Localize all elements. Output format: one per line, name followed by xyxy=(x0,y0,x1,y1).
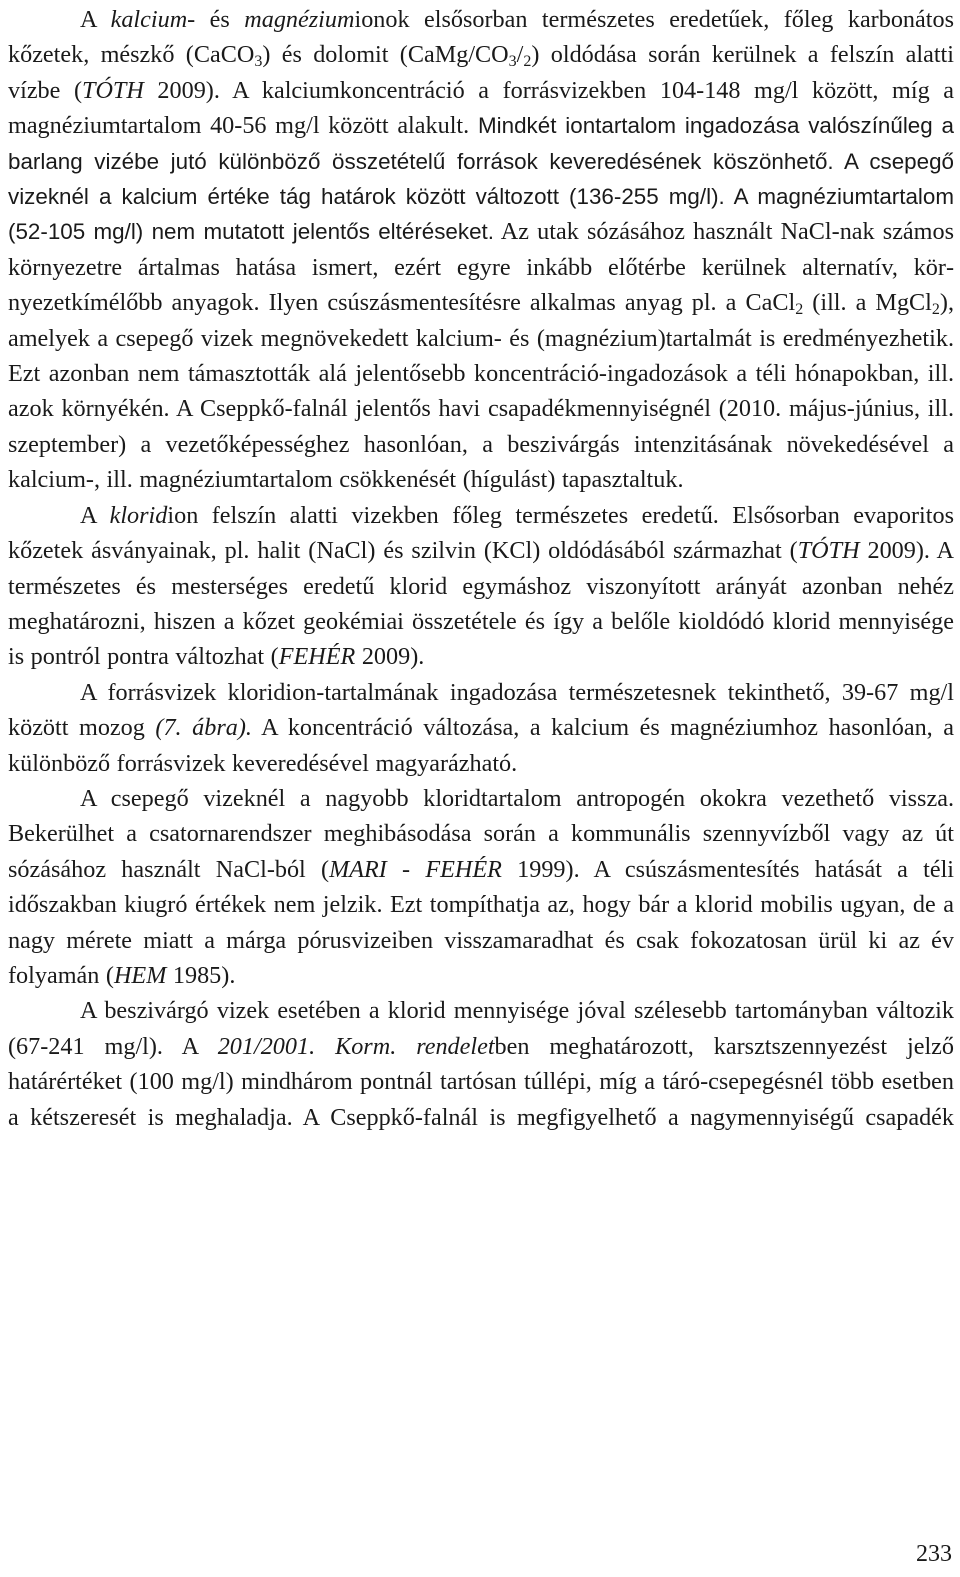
text-run: ionok elsősorban természetes eredetűek, főleg karbonátos kőzetek, mészkő (CaCO xyxy=(8,6,954,69)
paragraph-chloride-origin xyxy=(8,498,954,675)
text-run: / xyxy=(516,41,524,69)
citation-author: FEHÉR xyxy=(278,643,356,671)
text-run: (ill. a MgCl xyxy=(803,289,932,317)
citation-author: HEM xyxy=(113,961,167,989)
figure-reference: (7. ábra). xyxy=(155,714,252,742)
text-run: A csepegő vizeknél a nagyobb kloridtartalom antropogén okokra vezethető vissza. Bekerülhet a csatornarendszer meghibásodása során a kommunális szennyvízből vagy az út sózásához használt NaCl-ból ( xyxy=(8,784,954,883)
text-run: ), amelyek a csepegő vizek megnövekedett kalcium- és (magnézium)tartalmát is eredményezhetik. Ezt azonban nem támasztották alá jelentősebb koncentráció-ingadozások a téli hónapokban, ill. azok környékén. A Cseppkő-falnál jelentős havi csapadékmennyiségnél (2010. május-június, ill. szeptember) a vezetőképességhez hasonlóan, a beszivárgás intenzitásának növekedésével a kalcium-, ill. magnéziumtartalom csökkenését (hígulást) tapasztaltuk. xyxy=(8,289,954,494)
text-run: 2009). xyxy=(355,643,425,671)
text-run: 2009). A kalciumkoncentráció a forrásvizekben 104-148 mg/l között, míg a magnéziumtartalom 40-56 mg/l között alakult. xyxy=(8,76,954,140)
text-run: ) oldódása során kerülnek a felszín alatti vízbe ( xyxy=(8,41,954,104)
text-run: Az utak sózásához használt NaCl-nak számos környezetre ártalmas hatása ismert, ezért egyre inkább előtérbe kerülnek alternatív, környezetkímélőbb anyagok. Ilyen csúszásmentesítésre alkalmas anyag pl. a CaCl xyxy=(8,218,954,317)
paragraph-spring-chloride xyxy=(8,675,954,781)
text-run: 2009). A természetes és mesterséges eredetű klorid egymáshoz viszonyított arányát azonban nehéz meghatározni, hiszen a kőzet geokémiai összetétele és így a belőle kioldódó klorid mennyisége is pontról pontra változhat ( xyxy=(8,537,954,671)
italic-term-magnezium: magnézium xyxy=(244,6,355,33)
text-run: A beszivárgó vizek esetében a klorid mennyisége jóval szélesebb tartományban változik (67-241 mg/l). A xyxy=(8,997,954,1060)
subscript: 2 xyxy=(795,301,804,319)
text-run: A forrásvizek kloridion-tartalmának ingadozása természetesnek tekinthető, 39-67 mg/l között mozog xyxy=(8,678,954,742)
paragraph-calcium-magnesium xyxy=(8,2,954,498)
page-number: 233 xyxy=(916,1541,952,1567)
text-run: ) és dolomit (CaMg/CO xyxy=(262,41,509,69)
citation-author: TÓTH xyxy=(82,76,144,104)
text-run: és xyxy=(195,6,245,33)
italic-term-kalcium: kalcium- xyxy=(110,6,196,33)
citation-author: MARI - FEHÉR xyxy=(329,855,502,883)
text-run: 1999). A csúszásmentesítés hatását a téli időszakban kiugró értékek nem jelzik. Ezt tompíthatja az, hogy bár a klorid mobilis ugyan, de a nagy mérete miatt a márga pórusvizeiben visszamaradhat és csak fokozatosan ürül ki az év folyamán ( xyxy=(8,855,955,989)
regulation-reference: 201/2001. Korm. rendelet xyxy=(217,1032,495,1060)
subscript: 2 xyxy=(523,53,532,71)
text-run-sans: Mindkét iontartalom ingadozása valószínűleg a barlang vizébe jutó különböző összetételű források keveredésének köszönhető. A csepegő vizeknél a kalcium értéke tág határok között változott (136-255 mg/l). A magnéziumtartalom (52-105 mg/l) nem mutatott jelentős eltéréseket. xyxy=(8,113,954,245)
paragraph-drip-water-chloride xyxy=(8,781,954,993)
subscript: 2 xyxy=(931,301,940,319)
italic-term-klorid: klorid xyxy=(109,501,168,529)
text-run: ion felszín alatti vizekben főleg természetes eredetű. Elsősorban evaporitos kőzetek ásványainak, pl. halit (NaCl) és szilvin (KCl) oldódásából származhat ( xyxy=(8,501,954,565)
text-run: A xyxy=(80,6,111,33)
paragraph-infiltration-chloride xyxy=(8,993,954,1135)
text-run: ben meghatározott, karsztszennyezést jelző határértéket (100 mg/l) mindhárom pontnál tartósan túllépi, míg a táró-csepegésnél több esetben a kétszeresét is meghaladja. A Cseppkő-falnál is megfigyelhető a nagymennyiségű csapadék xyxy=(8,1032,954,1131)
citation-author: TÓTH xyxy=(797,537,860,565)
text-run: A koncentráció változása, a kalcium és magnéziumhoz hasonlóan, a különböző forrásvizek keveredésével magyarázható. xyxy=(8,714,954,777)
text-run: 1985). xyxy=(166,961,236,989)
text-run: A xyxy=(80,501,110,529)
subscript: 3 xyxy=(254,53,263,71)
subscript: 3 xyxy=(508,53,517,71)
document-page xyxy=(8,2,954,1135)
